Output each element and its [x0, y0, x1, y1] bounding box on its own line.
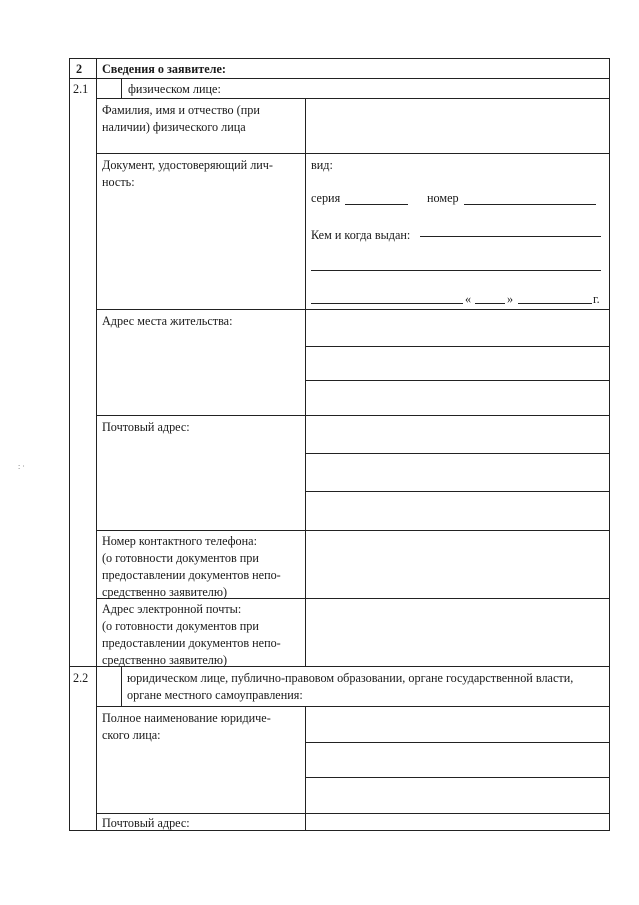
row-divider	[97, 813, 610, 814]
field-line	[305, 453, 610, 454]
row-divider	[97, 530, 610, 531]
quote-open: «	[465, 292, 472, 306]
document-kind-label: вид:	[311, 158, 333, 172]
field-line	[305, 491, 610, 492]
field-line	[305, 742, 610, 743]
legal-name-label: ского лица:	[102, 728, 161, 742]
row-divider	[97, 309, 610, 310]
email-label: (о готовности документов при	[102, 619, 259, 633]
scan-speck: : ·	[18, 462, 25, 471]
subsection-heading: физическом лице:	[128, 82, 221, 96]
issued-by-line-2[interactable]	[311, 258, 601, 271]
subsection-heading: юридическом лице, публично-правовом образовании, органе государственной власти,	[127, 671, 574, 685]
section-number: 2	[76, 62, 83, 76]
phone-label: средственно заявителю)	[102, 585, 228, 599]
legal-name-label: Полное наименование юридиче-	[102, 711, 271, 725]
column-divider	[96, 58, 97, 831]
fio-label: наличии) физического лица	[102, 120, 246, 134]
field-line	[305, 777, 610, 778]
residence-address-label: Адрес места жительства:	[102, 314, 233, 328]
field-line	[305, 380, 610, 381]
email-label: средственно заявителю)	[102, 653, 228, 667]
checkbox-cell-border	[121, 78, 122, 98]
year-suffix: г.	[593, 292, 600, 306]
row-divider	[69, 78, 610, 79]
phone-label: предоставлении документов непо-	[102, 568, 281, 582]
subsection-number: 2.2	[73, 671, 89, 685]
issue-day-field[interactable]	[475, 291, 505, 304]
checkbox-cell-border	[121, 666, 122, 706]
legal-postal-address-label: Почтовый адрес:	[102, 816, 190, 830]
document-number-label: номер	[427, 191, 459, 205]
fio-label: Фамилия, имя и отчество (при	[102, 103, 260, 117]
row-divider	[97, 415, 610, 416]
row-divider	[97, 706, 610, 707]
id-document-label: ность:	[102, 175, 135, 189]
subsection-heading: органе местного самоуправления:	[127, 688, 303, 702]
phone-label: (о готовности документов при	[102, 551, 259, 565]
section-title: Сведения о заявителе:	[102, 62, 226, 76]
phone-label: Номер контактного телефона:	[102, 534, 257, 548]
email-label: Адрес электронной почты:	[102, 602, 242, 616]
document-series-label: серия	[311, 191, 341, 205]
email-label: предоставлении документов непо-	[102, 636, 281, 650]
row-divider	[97, 98, 610, 99]
row-divider	[97, 153, 610, 154]
field-line	[305, 346, 610, 347]
issue-month-year-field[interactable]	[518, 291, 592, 304]
issued-by-line-3[interactable]	[311, 291, 463, 304]
document-number-field[interactable]	[464, 192, 596, 205]
column-divider	[305, 706, 306, 831]
column-divider	[305, 98, 306, 666]
issued-by-label: Кем и когда выдан:	[311, 228, 411, 242]
postal-address-label: Почтовый адрес:	[102, 420, 190, 434]
id-document-label: Документ, удостоверяющий лич-	[102, 158, 273, 172]
subsection-number: 2.1	[73, 82, 89, 96]
issued-by-field[interactable]	[420, 224, 601, 237]
document-series-field[interactable]	[345, 192, 408, 205]
quote-close: »	[507, 292, 514, 306]
